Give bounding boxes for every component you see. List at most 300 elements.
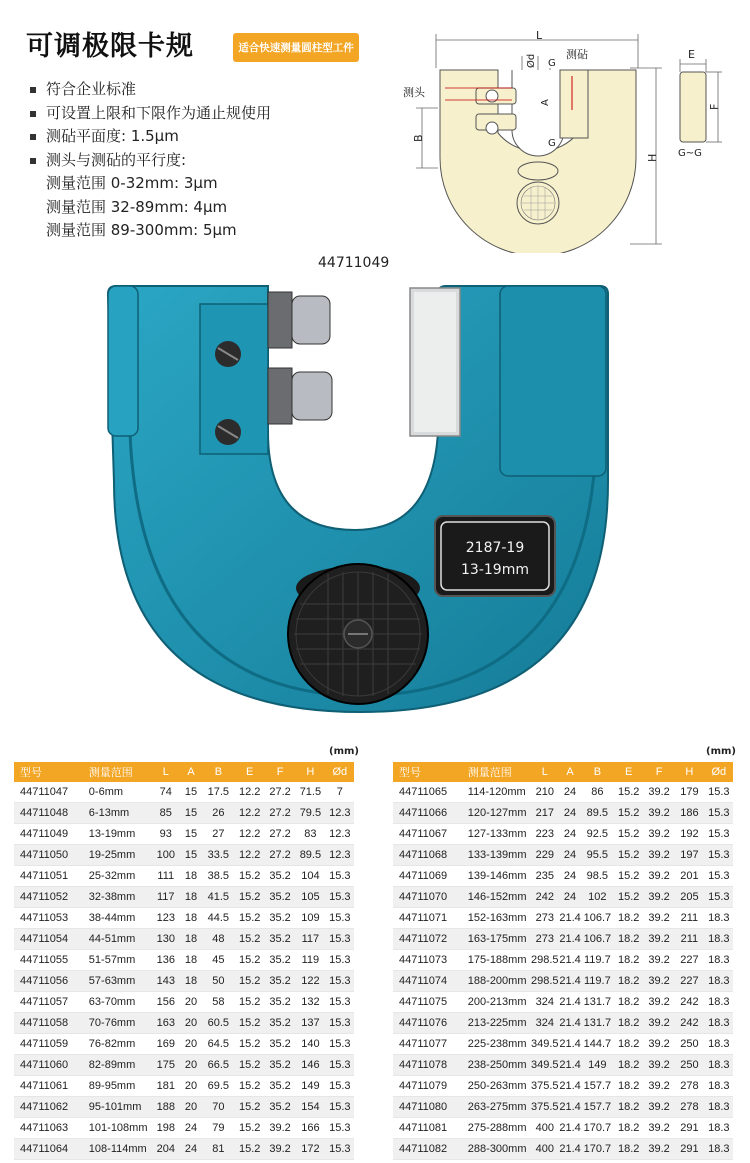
- table-cell: 71.5: [295, 782, 325, 803]
- table-cell: 12.2: [235, 824, 265, 845]
- table-cell: 18.2: [614, 908, 644, 929]
- table-cell: 12.3: [326, 845, 354, 866]
- table-cell: 18: [180, 971, 202, 992]
- table-cell: 45: [202, 950, 234, 971]
- table-cell: 229: [531, 845, 559, 866]
- table-cell: 18.3: [705, 1013, 733, 1034]
- table-header-row: [393, 762, 733, 782]
- table-header-cell: L: [152, 762, 180, 782]
- diagram-label-G-top: G: [548, 58, 556, 69]
- page-title: 可调极限卡规: [26, 31, 194, 62]
- table-cell: 69.5: [202, 1076, 234, 1097]
- table-cell: 18: [180, 908, 202, 929]
- table-header-cell: 测量范围: [462, 762, 531, 782]
- table-cell: 12.2: [235, 845, 265, 866]
- table-cell: 242: [674, 1013, 704, 1034]
- table-cell: 50: [202, 971, 234, 992]
- table-cell: 18.2: [614, 1013, 644, 1034]
- table-cell: 44711071: [393, 908, 462, 929]
- table-cell: 41.5: [202, 887, 234, 908]
- table-cell: 32-38mm: [83, 887, 152, 908]
- table-cell: 27.2: [265, 845, 295, 866]
- table-cell: 12.3: [326, 803, 354, 824]
- table-cell: 44711082: [393, 1139, 462, 1160]
- table-cell: 123: [152, 908, 180, 929]
- table-row: [14, 908, 354, 929]
- table-cell: 146: [295, 1055, 325, 1076]
- table-row: [14, 1013, 354, 1034]
- table-cell: 33.5: [202, 845, 234, 866]
- table-cell: 154: [295, 1097, 325, 1118]
- table-header-cell: B: [581, 762, 613, 782]
- table-cell: 324: [531, 992, 559, 1013]
- table-cell: 15.2: [614, 782, 644, 803]
- table-row: [14, 1055, 354, 1076]
- table-row: [14, 971, 354, 992]
- table-cell: 44711061: [14, 1076, 83, 1097]
- table-cell: 18.2: [614, 1034, 644, 1055]
- table-cell: 70: [202, 1097, 234, 1118]
- table-cell: 60.5: [202, 1013, 234, 1034]
- table-cell: 109: [295, 908, 325, 929]
- table-cell: 20: [180, 1097, 202, 1118]
- table-cell: 44711067: [393, 824, 462, 845]
- table-header-cell: F: [265, 762, 295, 782]
- table-cell: 44711055: [14, 950, 83, 971]
- table-cell: 15: [180, 824, 202, 845]
- table-cell: 100: [152, 845, 180, 866]
- table-cell: 102: [581, 887, 613, 908]
- table-cell: 349.5: [531, 1034, 559, 1055]
- table-header-row: [14, 762, 354, 782]
- table-cell: 44711058: [14, 1013, 83, 1034]
- table-cell: 18.2: [614, 971, 644, 992]
- table-cell: 170.7: [581, 1118, 613, 1139]
- table-cell: 275-288mm: [462, 1118, 531, 1139]
- table-cell: 136: [152, 950, 180, 971]
- table-cell: 27.2: [265, 782, 295, 803]
- table-row: [393, 1097, 733, 1118]
- diagram-label-E: E: [688, 48, 695, 61]
- table-cell: 108-114mm: [83, 1139, 152, 1160]
- table-cell: 27.2: [265, 803, 295, 824]
- table-unit-left: (mm): [329, 746, 359, 757]
- snap-gauge-photo: [100, 282, 620, 724]
- table-cell: 119.7: [581, 971, 613, 992]
- table-cell: 24: [559, 824, 581, 845]
- table-cell: 24: [559, 845, 581, 866]
- table-row: [393, 866, 733, 887]
- table-cell: 48: [202, 929, 234, 950]
- table-row: [14, 803, 354, 824]
- table-cell: 74: [152, 782, 180, 803]
- table-cell: 15: [180, 782, 202, 803]
- table-cell: 200-213mm: [462, 992, 531, 1013]
- table-cell: 152-163mm: [462, 908, 531, 929]
- table-row: [393, 1013, 733, 1034]
- table-cell: 192: [674, 824, 704, 845]
- table-cell: 101-108mm: [83, 1118, 152, 1139]
- table-cell: 44-51mm: [83, 929, 152, 950]
- table-cell: 13-19mm: [83, 824, 152, 845]
- table-cell: 93: [152, 824, 180, 845]
- table-cell: 44711054: [14, 929, 83, 950]
- table-cell: 163: [152, 1013, 180, 1034]
- table-cell: 15.2: [235, 1097, 265, 1118]
- table-cell: 119: [295, 950, 325, 971]
- table-cell: 21.4: [559, 908, 581, 929]
- table-header-cell: L: [531, 762, 559, 782]
- table-cell: 57-63mm: [83, 971, 152, 992]
- table-cell: 288-300mm: [462, 1139, 531, 1160]
- table-cell: 18.3: [705, 929, 733, 950]
- table-cell: 15.2: [614, 803, 644, 824]
- table-cell: 15.3: [705, 866, 733, 887]
- nameplate-line-2: 13-19mm: [461, 562, 529, 578]
- table-cell: 18: [180, 887, 202, 908]
- table-cell: 44711047: [14, 782, 83, 803]
- table-cell: 18.2: [614, 929, 644, 950]
- table-cell: 18.2: [614, 1055, 644, 1076]
- diagram-label-L: L: [536, 29, 543, 42]
- table-cell: 44711064: [14, 1139, 83, 1160]
- table-cell: 105: [295, 887, 325, 908]
- table-cell: 15.2: [614, 845, 644, 866]
- table-cell: 89-95mm: [83, 1076, 152, 1097]
- table-cell: 201: [674, 866, 704, 887]
- table-cell: 35.2: [265, 866, 295, 887]
- table-cell: 18.2: [614, 1097, 644, 1118]
- table-row: [14, 824, 354, 845]
- table-cell: 210: [531, 782, 559, 803]
- feature-item: 测砧平面度: 1.5μm: [24, 125, 271, 149]
- table-cell: 15.3: [705, 887, 733, 908]
- table-cell: 18.2: [614, 950, 644, 971]
- table-cell: 15.3: [326, 887, 354, 908]
- table-row: [393, 992, 733, 1013]
- table-cell: 250-263mm: [462, 1076, 531, 1097]
- table-cell: 39.2: [644, 1013, 674, 1034]
- table-cell: 44711077: [393, 1034, 462, 1055]
- product-model-label: 44711049: [318, 255, 390, 271]
- table-header-cell: E: [614, 762, 644, 782]
- table-cell: 44711048: [14, 803, 83, 824]
- feature-subitem: 测量范围 89-300mm: 5μm: [46, 221, 237, 239]
- table-cell: 35.2: [265, 1097, 295, 1118]
- table-cell: 24: [559, 803, 581, 824]
- table-cell: 15.2: [235, 887, 265, 908]
- table-cell: 18.3: [705, 950, 733, 971]
- table-cell: 211: [674, 929, 704, 950]
- table-cell: 44711069: [393, 866, 462, 887]
- table-cell: 117: [295, 929, 325, 950]
- table-cell: 139-146mm: [462, 866, 531, 887]
- table-cell: 18.3: [705, 1034, 733, 1055]
- table-cell: 15.3: [326, 1097, 354, 1118]
- table-cell: 18: [180, 929, 202, 950]
- table-row: [393, 845, 733, 866]
- table-row: [393, 782, 733, 803]
- table-cell: 44711050: [14, 845, 83, 866]
- table-cell: 27: [202, 824, 234, 845]
- table-cell: 106.7: [581, 929, 613, 950]
- table-cell: 39.2: [644, 1076, 674, 1097]
- table-cell: 21.4: [559, 929, 581, 950]
- table-header-cell: Ød: [705, 762, 733, 782]
- diagram-label-section: G~G: [678, 148, 702, 159]
- table-cell: 273: [531, 908, 559, 929]
- diagram-label-F: F: [708, 103, 721, 110]
- table-cell: 18.3: [705, 1118, 733, 1139]
- table-cell: 291: [674, 1118, 704, 1139]
- table-cell: 170.7: [581, 1139, 613, 1160]
- table-cell: 44711078: [393, 1055, 462, 1076]
- table-cell: 83: [295, 824, 325, 845]
- table-cell: 156: [152, 992, 180, 1013]
- table-cell: 44711049: [14, 824, 83, 845]
- table-row: [14, 866, 354, 887]
- table-cell: 89.5: [295, 845, 325, 866]
- table-cell: 20: [180, 1013, 202, 1034]
- table-cell: 175: [152, 1055, 180, 1076]
- table-cell: 18: [180, 950, 202, 971]
- table-cell: 21.4: [559, 1055, 581, 1076]
- table-header-cell: H: [295, 762, 325, 782]
- table-cell: 127-133mm: [462, 824, 531, 845]
- table-cell: 64.5: [202, 1034, 234, 1055]
- table-cell: 211: [674, 908, 704, 929]
- table-cell: 44711051: [14, 866, 83, 887]
- table-row: [393, 1055, 733, 1076]
- table-cell: 44711056: [14, 971, 83, 992]
- table-cell: 82-89mm: [83, 1055, 152, 1076]
- table-cell: 66.5: [202, 1055, 234, 1076]
- table-row: [14, 1097, 354, 1118]
- table-cell: 18.2: [614, 992, 644, 1013]
- table-cell: 35.2: [265, 992, 295, 1013]
- table-cell: 15.3: [326, 929, 354, 950]
- table-cell: 21.4: [559, 992, 581, 1013]
- table-cell: 15.3: [326, 992, 354, 1013]
- table-cell: 223: [531, 824, 559, 845]
- table-row: [14, 950, 354, 971]
- table-row: [393, 803, 733, 824]
- spec-table-left: [14, 762, 354, 1160]
- table-header-cell: 型号: [393, 762, 462, 782]
- table-cell: 20: [180, 1076, 202, 1097]
- table-cell: 39.2: [265, 1139, 295, 1160]
- table-header-cell: A: [559, 762, 581, 782]
- table-cell: 18.3: [705, 1097, 733, 1118]
- table-cell: 15.2: [235, 1139, 265, 1160]
- table-cell: 166: [295, 1118, 325, 1139]
- table-cell: 15.2: [235, 950, 265, 971]
- table-cell: 39.2: [644, 950, 674, 971]
- table-cell: 24: [559, 887, 581, 908]
- table-cell: 15.2: [235, 866, 265, 887]
- table-cell: 122: [295, 971, 325, 992]
- table-cell: 76-82mm: [83, 1034, 152, 1055]
- table-cell: 213-225mm: [462, 1013, 531, 1034]
- table-cell: 39.2: [644, 803, 674, 824]
- table-cell: 44711062: [14, 1097, 83, 1118]
- table-cell: 349.5: [531, 1055, 559, 1076]
- table-cell: 119.7: [581, 950, 613, 971]
- table-cell: 39.2: [644, 887, 674, 908]
- table-cell: 21.4: [559, 1139, 581, 1160]
- table-cell: 235: [531, 866, 559, 887]
- table-cell: 198: [152, 1118, 180, 1139]
- table-cell: 39.2: [644, 992, 674, 1013]
- table-header-cell: F: [644, 762, 674, 782]
- table-cell: 39.2: [644, 1118, 674, 1139]
- table-row: [14, 1139, 354, 1160]
- table-cell: 21.4: [559, 1034, 581, 1055]
- table-cell: 44.5: [202, 908, 234, 929]
- table-cell: 35.2: [265, 929, 295, 950]
- table-cell: 106.7: [581, 908, 613, 929]
- table-row: [14, 1034, 354, 1055]
- table-cell: 44711053: [14, 908, 83, 929]
- table-cell: 39.2: [265, 1118, 295, 1139]
- table-cell: 35.2: [265, 950, 295, 971]
- table-cell: 15.2: [614, 866, 644, 887]
- table-cell: 157.7: [581, 1076, 613, 1097]
- table-cell: 85: [152, 803, 180, 824]
- table-cell: 205: [674, 887, 704, 908]
- table-cell: 143: [152, 971, 180, 992]
- diagram-label-A: A: [540, 99, 551, 106]
- table-row: [14, 782, 354, 803]
- table-cell: 35.2: [265, 1076, 295, 1097]
- table-cell: 39.2: [644, 1097, 674, 1118]
- feature-subitem: 测量范围 32-89mm: 4μm: [46, 197, 228, 216]
- table-cell: 15.3: [705, 803, 733, 824]
- table-row: [14, 887, 354, 908]
- table-cell: 39.2: [644, 908, 674, 929]
- table-header-cell: E: [235, 762, 265, 782]
- table-row: [14, 845, 354, 866]
- table-cell: 242: [531, 887, 559, 908]
- table-cell: 44711076: [393, 1013, 462, 1034]
- table-cell: 39.2: [644, 845, 674, 866]
- table-row: [393, 1139, 733, 1160]
- table-row: [393, 887, 733, 908]
- table-cell: 250: [674, 1055, 704, 1076]
- table-cell: 63-70mm: [83, 992, 152, 1013]
- table-cell: 44711075: [393, 992, 462, 1013]
- table-cell: 6-13mm: [83, 803, 152, 824]
- table-cell: 39.2: [644, 1139, 674, 1160]
- diagram-label-G-bottom: G: [548, 138, 556, 149]
- table-cell: 278: [674, 1097, 704, 1118]
- table-cell: 18.2: [614, 1139, 644, 1160]
- table-cell: 38.5: [202, 866, 234, 887]
- table-cell: 250: [674, 1034, 704, 1055]
- table-cell: 39.2: [644, 866, 674, 887]
- table-cell: 204: [152, 1139, 180, 1160]
- table-cell: 20: [180, 1034, 202, 1055]
- table-cell: 15.3: [705, 824, 733, 845]
- table-cell: 15.3: [326, 1013, 354, 1034]
- table-cell: 0-6mm: [83, 782, 152, 803]
- table-cell: 225-238mm: [462, 1034, 531, 1055]
- table-row: [14, 1076, 354, 1097]
- feature-item: 可设置上限和下限作为通止规使用: [24, 102, 271, 126]
- table-cell: 18.3: [705, 1055, 733, 1076]
- table-cell: 181: [152, 1076, 180, 1097]
- table-cell: 44711052: [14, 887, 83, 908]
- table-cell: 51-57mm: [83, 950, 152, 971]
- table-cell: 130: [152, 929, 180, 950]
- table-header-cell: 型号: [14, 762, 83, 782]
- table-cell: 15.2: [614, 824, 644, 845]
- table-cell: 157.7: [581, 1097, 613, 1118]
- table-unit-right: (mm): [706, 746, 736, 757]
- table-cell: 39.2: [644, 1055, 674, 1076]
- table-row: [393, 1118, 733, 1139]
- table-cell: 44711068: [393, 845, 462, 866]
- table-cell: 217: [531, 803, 559, 824]
- nameplate-line-1: 2187-19: [465, 540, 525, 556]
- table-cell: 19-25mm: [83, 845, 152, 866]
- table-cell: 18.3: [705, 971, 733, 992]
- table-header-cell: Ød: [326, 762, 354, 782]
- feature-subitem: 测量范围 0-32mm: 3μm: [46, 174, 218, 192]
- table-cell: 25-32mm: [83, 866, 152, 887]
- table-cell: 238-250mm: [462, 1055, 531, 1076]
- spec-table-right: [393, 762, 733, 1160]
- table-cell: 35.2: [265, 1013, 295, 1034]
- table-cell: 21.4: [559, 971, 581, 992]
- table-cell: 120-127mm: [462, 803, 531, 824]
- table-cell: 15.2: [235, 1055, 265, 1076]
- table-cell: 149: [581, 1055, 613, 1076]
- table-cell: 81: [202, 1139, 234, 1160]
- table-cell: 291: [674, 1139, 704, 1160]
- table-cell: 400: [531, 1139, 559, 1160]
- table-cell: 39.2: [644, 929, 674, 950]
- table-cell: 12.3: [326, 824, 354, 845]
- table-row: [393, 1076, 733, 1097]
- table-header-cell: B: [202, 762, 234, 782]
- table-cell: 44711060: [14, 1055, 83, 1076]
- table-cell: 188: [152, 1097, 180, 1118]
- table-cell: 375.5: [531, 1076, 559, 1097]
- table-cell: 20: [180, 992, 202, 1013]
- table-cell: 15.3: [326, 866, 354, 887]
- table-cell: 144.7: [581, 1034, 613, 1055]
- table-cell: 197: [674, 845, 704, 866]
- table-row: [14, 992, 354, 1013]
- table-cell: 227: [674, 971, 704, 992]
- table-cell: 70-76mm: [83, 1013, 152, 1034]
- table-cell: 18.2: [614, 1118, 644, 1139]
- table-cell: 169: [152, 1034, 180, 1055]
- table-cell: 44711059: [14, 1034, 83, 1055]
- table-cell: 15: [180, 845, 202, 866]
- table-cell: 35.2: [265, 1055, 295, 1076]
- table-cell: 15.3: [326, 971, 354, 992]
- table-cell: 298.5: [531, 950, 559, 971]
- table-cell: 15.3: [326, 1139, 354, 1160]
- table-cell: 44711057: [14, 992, 83, 1013]
- table-row: [14, 929, 354, 950]
- table-cell: 44711080: [393, 1097, 462, 1118]
- table-cell: 24: [180, 1118, 202, 1139]
- table-cell: 15.3: [705, 845, 733, 866]
- table-cell: 15.2: [235, 971, 265, 992]
